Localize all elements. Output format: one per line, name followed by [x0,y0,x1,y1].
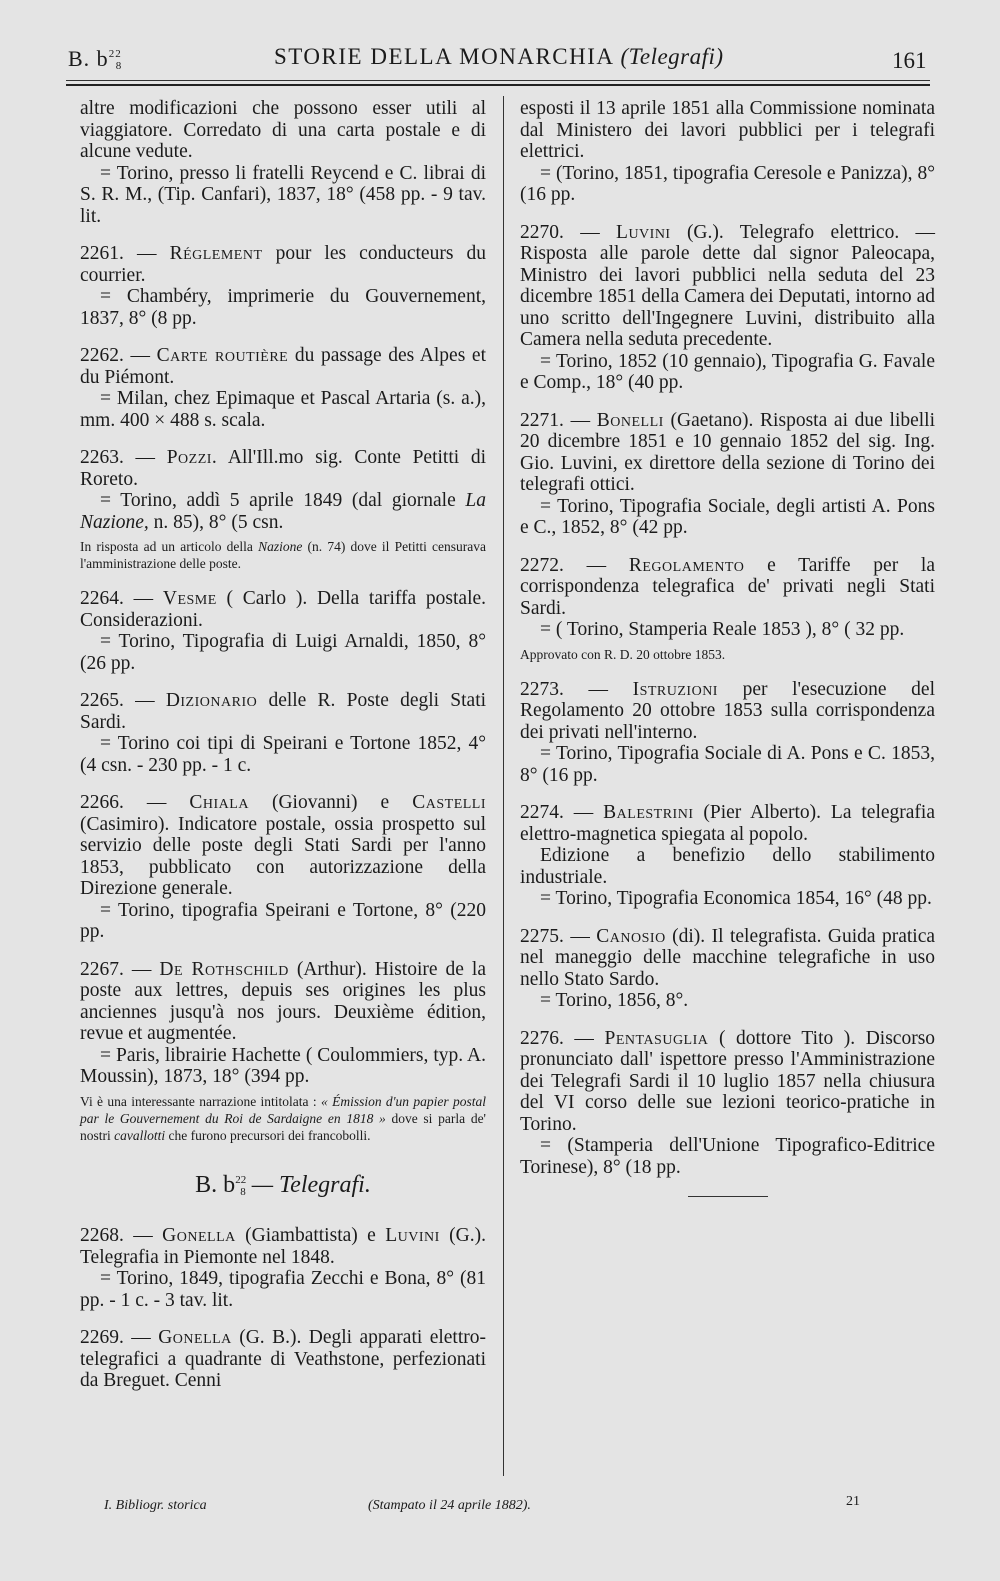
column-divider [503,96,504,1476]
entry-2264: 2264. — Vesme ( Carlo ). Della tariffa postale. Considerazioni. [80,588,487,631]
entry-2270-imprint: = Torino, 1852 (10 gennaio), Tipografia G. Favale e Comp., 18° (40 pp. [520,350,935,393]
entry-2273-imprint: = Torino, Tipografia Sociale di A. Pons e C. 1853, 8° (16 pp. [520,743,935,786]
entry-2267-imprint: = Paris, librairie Hachette ( Coulommiers, typ. A. Moussin), 1873, 18° (394 pp. [80,1044,486,1087]
section-heading-telegrafi: B. $b^{22}_8$ — Telegrafi. [195,1171,371,1198]
entry-2261-imprint: = Chambéry, imprimerie du Gouvernement, 1837, 8° (8 pp. [80,286,486,329]
entry-2276-imprint: = (Stamperia dell'Unione Tipografico-Editrice Torinese), 8° (18 pp. [520,1135,935,1178]
entry-2274-imprint: = Torino, Tipografia Economica 1854, 16° (48 pp. [540,888,932,909]
entry-2266-imprint: = Torino, tipografia Speirani e Tortone, 8° (220 pp. [80,899,486,942]
end-rule [688,1196,768,1197]
running-title: STORIE DELLA MONARCHIA (Telegrafi) [274,44,724,69]
entry-2269: 2269. — Gonella (G. B.). Degli apparati elettro-telegrafici a quadrante di Veathstone, perfezionati da Breguet. Cenni [80,1327,487,1391]
entry-2261: 2261. — Réglement pour les conducteurs du courrier. [80,243,486,286]
entry-2263-note: In risposta ad un articolo della Nazione (n. 74) dove il Petitti censurava l'amministrazione delle poste. [80,539,487,571]
entry-2272-note: Approvato con R. D. 20 ottobre 1853. [520,646,726,662]
entry-2264-imprint: = Torino, Tipografia di Luigi Arnaldi, 1850, 8° (26 pp. [80,631,486,674]
entry-2272: 2272. — Regolamento e Tariffe per la corrispondenza telegrafica de' privati negli Stati Sardi. [520,554,936,619]
entry-2275-imprint: = Torino, 1856, 8°. [540,990,689,1011]
header-rule [66,80,930,81]
header-rule-thick [66,84,930,86]
entry-2276: 2276. — Pentasuglia ( dottore Tito ). Discorso pronunciato dall' ispettore presso l'Amministrazione dei Telegrafi Sardi il 10 luglio 1857 nella chiusura del VI corso delle sue lezioni teorico-pratiche in Torino. [520,1027,936,1135]
footer-print-date: (Stampato il 24 aprile 1882). [368,1498,531,1513]
entry-2269-imprint: = (Torino, 1851, tipografia Ceresole e Panizza), 8° (16 pp. [520,162,935,205]
entry-2267: 2267. — De Rothschild (Arthur). Histoire de la poste aux lettres, depuis ses origines les plus anciennes jusqu'à nos jours. Deuxième édition, revue et augmentée. [80,958,487,1044]
entry-2270: 2270. — Luvini (G.). Telegrafo elettrico. — Risposta alle parole dette dal signor Paleocapa, Ministro dei lavori pubblici nella seduta del 23 dicembre 1851 della Camera dei Deputati, intorno ad uno scritto dell'Ingegnere Luvini, distribuito alla Camera nella seduta precedente. [520,221,936,350]
entry-2271-imprint: = Torino, Tipografia Sociale, degli artisti A. Pons e C., 1852, 8° (42 pp. [520,495,935,538]
entry-2269-continuation: esposti il 13 aprile 1851 alla Commissione nominata dal Ministero dei lavori pubblici per i telegrafi elettrici. [520,98,935,162]
entry-2263: 2263. — Pozzi. All'Ill.mo sig. Conte Petitti di Roreto. [80,447,486,490]
entry-2263-imprint: = Torino, addì 5 aprile 1849 (dal giornale La Nazione, n. 85), 8° (5 csn. [80,490,486,533]
entry-2265: 2265. — Dizionario delle R. Poste degli Stati Sardi. [80,690,487,733]
entry-2262-imprint: = Milan, chez Epimaque et Pascal Artaria (s. a.), mm. 400 × 488 s. scala. [80,388,486,431]
right-column [520,98,935,1197]
entry-2262: 2262. — Carte routière du passage des Alpes et du Piémont. [80,345,487,388]
entry-continuation-text: altre modificazioni che possono esser utili al viaggiatore. Corredato di una carta postale e di alcune vedute. [80,98,486,162]
left-column [80,98,486,1392]
entry-2267-note: Vi è una interessante narrazione intitolata : « Émission d'un papier postal par le Gouvernement du Roi de Sardaigne en 1818 » dove si parla de' nostri cavallotti che furono precursori dei francobolli. [80,1093,486,1143]
entry-2266: 2266. — Chiala (Giovanni) e Castelli (Casimiro). Indicatore postale, ossia prospetto sul servizio delle poste degli Stati Sardi per l'anno 1853, pubblicato con autorizzazione della Direzione generale. [80,792,487,899]
footer-signature-label: I. Bibliogr. storica [104,1498,207,1513]
entry-imprint: = Torino, presso li fratelli Reycend e C. librai di S. R. M., (Tip. Canfari), 1837, 18° (458 pp. - 9 tav. lit. [80,162,486,227]
page-number: 161 [892,48,927,73]
header-signature: B. $b^{22}_8$ [68,46,123,72]
entry-2275: 2275. — Canosio (di). Il telegrafista. Guida pratica nel maneggio delle macchine telegrafiche in uso nello Stato Sardo. [520,925,936,990]
entry-2274-subtitle: Edizione a benefizio dello stabilimento industriale. [520,845,935,888]
entry-2268: 2268. — Gonella (Giambattista) e Luvini (G.). Telegrafia in Piemonte nel 1848. [80,1225,486,1268]
entry-2274: 2274. — Balestrini (Pier Alberto). La telegrafia elettro-magnetica spiegata al popolo. [520,802,935,845]
entry-2268-imprint: = Torino, 1849, tipografia Zecchi e Bona, 8° (81 pp. - 1 c. - 3 tav. lit. [80,1268,486,1311]
entry-2271: 2271. — Bonelli (Gaetano). Risposta ai due libelli 20 dicembre 1851 e 10 gennaio 1852 del sig. Ing. Gio. Luvini, ex direttore della sezione di Torino dei telegrafi ottici. [520,409,936,495]
entry-2273: 2273. — Istruzioni per l'esecuzione del Regolamento 20 ottobre 1853 sulla corrispondenza dei privati nell'interno. [520,678,935,743]
footer-sheet-number: 21 [846,1494,860,1509]
entry-2265-imprint: = Torino coi tipi di Speirani e Tortone 1852, 4° (4 csn. - 230 pp. - 1 c. [80,733,486,776]
entry-2272-imprint: = ( Torino, Stamperia Reale 1853 ), 8° ( 32 pp. [540,619,905,640]
